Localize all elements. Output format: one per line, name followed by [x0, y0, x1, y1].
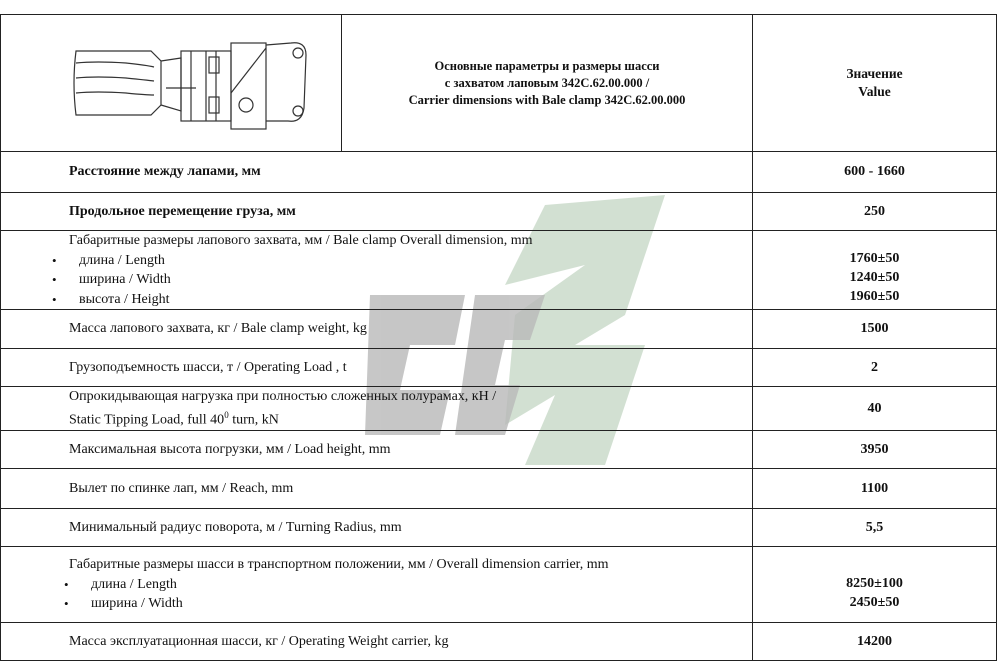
row-value-group: [753, 231, 997, 310]
header-row: [1, 15, 997, 152]
title-line-1: Основные параметры и размеры шасси: [434, 58, 660, 73]
value-header-en: Value: [858, 84, 891, 99]
row-label-group: [1, 387, 753, 431]
table-row: [1, 152, 997, 193]
row-label: Масса эксплуатационная шасси, кг / Operating Weight carrier, kg: [1, 623, 753, 661]
table-row: [1, 547, 997, 623]
table-title: [342, 15, 753, 152]
row-value: 3950: [753, 431, 997, 469]
table-row: [1, 509, 997, 547]
row-value: 40: [753, 387, 997, 431]
list-item: • высота / Height: [69, 290, 752, 310]
title-line-2: с захватом лаповым 342С.62.00.000 /: [444, 75, 650, 90]
row-value: 5,5: [753, 509, 997, 547]
row-label-group: [1, 231, 753, 310]
row-label: Расстояние между лапами, мм: [1, 152, 753, 193]
list-item: • длина / Length: [69, 251, 752, 271]
row-label-group: [1, 547, 753, 623]
row-value: 1760±50: [849, 250, 900, 266]
row-value: 2: [753, 349, 997, 387]
row-label: Габаритные размеры шасси в транспортном положении, мм / Overall dimension carrier, mm: [69, 557, 609, 573]
row-label: Продольное перемещение груза, мм: [1, 193, 753, 231]
row-label: Минимальный радиус поворота, м / Turning Radius, mm: [1, 509, 753, 547]
bale-clamp-drawing: [66, 33, 326, 133]
row-value: 1500: [753, 310, 997, 349]
row-value: 600 - 1660: [753, 152, 997, 193]
title-line-3: Carrier dimensions with Bale clamp 342С.62.00.000: [408, 92, 686, 107]
row-value: 1100: [753, 469, 997, 509]
table-row: [1, 387, 997, 431]
row-value: 14200: [753, 623, 997, 661]
row-value: 1960±50: [849, 288, 900, 304]
row-label: Максимальная высота погрузки, мм / Load height, mm: [1, 431, 753, 469]
row-value: 8250±100: [846, 575, 903, 591]
drawing-cell: [1, 15, 342, 152]
table-row: [1, 431, 997, 469]
list-item: • ширина / Width: [81, 594, 752, 614]
row-label-line-1: Опрокидывающая нагрузка при полностью сложенных полурамах, кН /: [69, 389, 497, 405]
row-value: 2450±50: [849, 594, 900, 610]
row-label: Масса лапового захвата, кг / Bale clamp weight, kg: [1, 310, 753, 349]
value-column-header: [753, 15, 997, 152]
table-row: [1, 349, 997, 387]
row-label: Габаритные размеры лапового захвата, мм / Bale clamp Overall dimension, mm: [69, 233, 533, 248]
table-row: [1, 231, 997, 310]
table-row: [1, 623, 997, 661]
row-label: Вылет по спинке лап, мм / Reach, mm: [1, 469, 753, 509]
table-row: [1, 193, 997, 231]
value-header-ru: Значение: [846, 66, 903, 81]
table-row: [1, 469, 997, 509]
row-label: Грузоподъемность шасси, т / Operating Load , t: [1, 349, 753, 387]
list-item: • длина / Length: [81, 575, 752, 595]
table-row: [1, 310, 997, 349]
spec-table: [0, 14, 997, 661]
row-label-line-2: Static Tipping Load, full $40^0$ turn, kN: [69, 410, 279, 428]
row-value: 1240±50: [849, 269, 900, 285]
row-value: 250: [753, 193, 997, 231]
list-item: • ширина / Width: [69, 270, 752, 290]
row-value-group: [753, 547, 997, 623]
